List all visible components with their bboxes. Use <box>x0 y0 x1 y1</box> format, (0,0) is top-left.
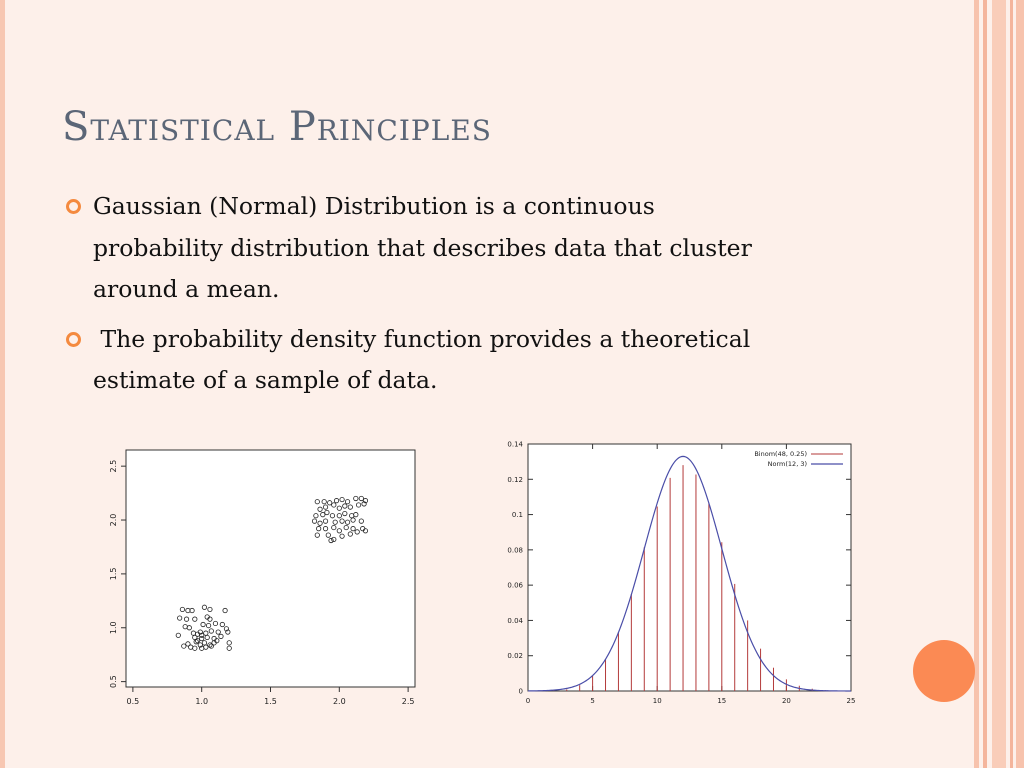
y-tick-label: 0.08 <box>507 546 523 555</box>
y-tick-label: 1.0 <box>109 621 118 635</box>
x-tick-label: 5 <box>590 697 595 705</box>
bullet-text: Gaussian (Normal) Distribution is a continuous probability distribution that describes data that cluster around a mean. <box>93 192 760 303</box>
y-tick-label: 0 <box>518 687 523 696</box>
scatter-plot <box>100 436 430 716</box>
bullet-circle-icon <box>66 199 81 214</box>
decorative-orange-circle <box>913 640 975 702</box>
decorative-stripes <box>974 0 1024 768</box>
y-tick-label: 0.1 <box>511 511 523 520</box>
y-tick-label: 0.02 <box>507 652 523 661</box>
x-tick-label: 2.5 <box>401 697 415 706</box>
bullet-item <box>64 319 784 402</box>
legend-label-binom: Binom(48, 0.25) <box>754 450 807 458</box>
bullet-circle-icon <box>66 332 81 347</box>
distribution-plot <box>496 436 866 716</box>
bullet-list <box>64 186 784 410</box>
y-tick-label: 0.04 <box>507 616 523 625</box>
y-tick-label: 0.5 <box>109 675 118 688</box>
bullet-item <box>64 186 784 311</box>
y-tick-label: 0.06 <box>507 581 523 590</box>
x-tick-label: 25 <box>846 697 856 705</box>
x-tick-label: 2.0 <box>332 697 346 706</box>
x-tick-label: 15 <box>717 697 727 705</box>
x-tick-label: 1.5 <box>264 697 277 706</box>
x-tick-label: 1.0 <box>195 697 209 706</box>
legend-label-norm: Norm(12, 3) <box>767 460 807 468</box>
slide-title: Statistical Principles <box>62 104 492 150</box>
y-tick-label: 2.0 <box>109 513 118 527</box>
x-tick-label: 0 <box>525 697 531 705</box>
distribution-plot-frame <box>528 444 851 691</box>
x-tick-label: 20 <box>781 697 791 705</box>
y-tick-label: 0.14 <box>507 440 523 449</box>
y-tick-label: 1.5 <box>109 567 118 581</box>
y-tick-label: 2.5 <box>109 459 118 473</box>
bullet-text: The probability density function provides a theoretical estimate of a sample of data. <box>93 324 758 394</box>
scatter-plot-frame <box>126 450 415 687</box>
x-tick-label: 0.5 <box>126 697 140 706</box>
x-tick-label: 10 <box>652 697 662 705</box>
y-tick-label: 0.12 <box>507 475 523 484</box>
left-border <box>0 0 5 768</box>
